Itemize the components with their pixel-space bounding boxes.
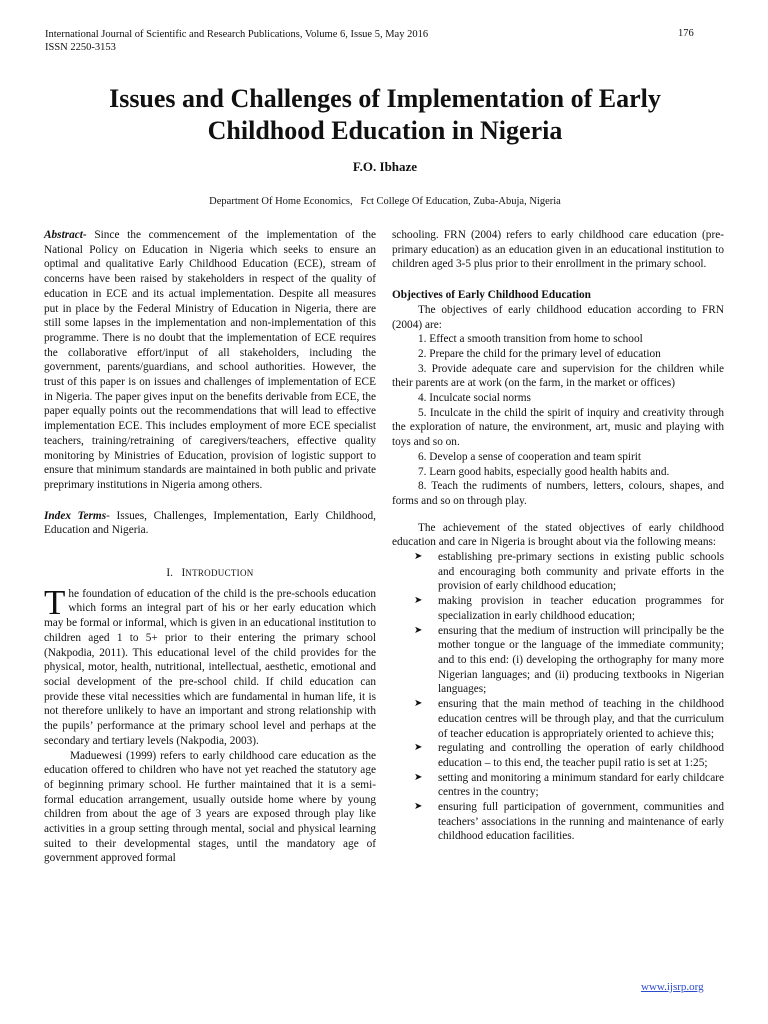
means-text: ensuring that the main method of teaching in the childhood education centres will be through play, and that the curriculum of teacher education is appropriately oriented to achieve this; <box>438 698 724 740</box>
means-item <box>396 771 724 800</box>
objectives-intro: The objectives of early childhood education according to FRN (2004) are: <box>392 303 724 331</box>
left-column <box>44 228 376 866</box>
means-item <box>396 800 724 844</box>
author: F.O. Ibhaze <box>352 159 418 174</box>
arrow-bullet-icon: ➤ <box>414 595 423 607</box>
objective-item: 7. Learn good habits, especially good health habits and. <box>418 465 670 478</box>
heading-rest: NTRODUCTION <box>185 568 254 579</box>
means-text: ensuring that the medium of instruction will principally be the mother tongue or the language of the immediate community; and to this end: (i) developing the orthography for many more Nigerian languages; and (ii) producing textbooks in Nigerian languages; <box>438 624 724 696</box>
objective-item: 8. Teach the rudiments of numbers, letters, colours, shapes, and forms and so on through play. <box>392 480 724 507</box>
title-line-2: Childhood Education in Nigeria <box>207 116 563 145</box>
page-number: 176 <box>678 28 694 39</box>
drop-cap: T <box>44 582 66 622</box>
objectives-heading: Objectives of Early Childhood Education <box>392 289 591 302</box>
objective-item: 1. Effect a smooth transition from home to school <box>418 333 643 346</box>
objectives-list <box>392 332 724 508</box>
objective-item: 3. Provide adequate care and supervision for the children while their parents are at work (on the farm, in the market or offices) <box>392 362 724 390</box>
abstract-text: Since the commencement of the implementation of the National Policy on Education in Nigeria which seeks to ensure an optimal and qualitative Early Childhood Education (ECE), stream of concerns have been raised by stakeholders in respect of the quality of education in ECE and its actual implementation. Despite all measures put in place by the Federal Ministry of Education in Nigeria, there are still some lapses in the implementation and non-implementation of this programme. There is no doubt that the implementation of ECE requires the collaborative effort/input of all stakeholders, including the government, parents/guardians, and school authorities. However, the trust of this paper is on issues and challenges of implementation of ECE in Nigeria. The paper gives input on the benefits derivable from ECE, the paper equally points out the recommendations that will lead to effective implementation ECE. This includes employment of more ECE specialist teachers, training/retraining of caregivers/teachers, effective quality monitoring by Ministries of Education, provision of logistic support to ensure that minimum standards are maintained in both public and private preprimary institutions in Nigeria among others. <box>44 229 376 491</box>
issn: ISSN 2250-3153 <box>45 42 116 53</box>
objective-item: 6. Develop a sense of cooperation and team spirit <box>418 450 642 463</box>
means-list <box>396 550 724 844</box>
arrow-bullet-icon: ➤ <box>414 624 423 636</box>
index-terms <box>44 509 376 538</box>
index-terms-text: - Issues, Challenges, Implementation, Early Childhood, Education and Nigeria. <box>44 509 377 537</box>
section-numeral: I. <box>166 567 174 580</box>
running-header <box>45 28 428 54</box>
objective-item: 4. Inculcate social norms <box>418 392 531 405</box>
achievement-intro: The achievement of the stated objectives of early childhood education and care in Nigeria is brought about via the following means: <box>392 521 724 549</box>
objective-item: 5. Inculcate in the child the spirit of inquiry and creativity through the exploration of nature, the environment, art, music and playing with toys and so on. <box>392 406 724 449</box>
journal-website-link[interactable]: www.ijsrp.org <box>641 981 704 993</box>
heading-initial: I <box>181 567 186 580</box>
means-text: ensuring full participation of government, communities and teachers’ associations in the running and maintenance of early childhood education facilities. <box>438 801 724 843</box>
arrow-bullet-icon: ➤ <box>414 551 423 563</box>
arrow-bullet-icon: ➤ <box>414 801 423 813</box>
means-item <box>396 741 724 770</box>
arrow-bullet-icon: ➤ <box>414 698 423 710</box>
means-text: setting and monitoring a minimum standard for early childcare centres in the country; <box>438 771 724 799</box>
arrow-bullet-icon: ➤ <box>414 742 423 754</box>
means-text: making provision in teacher education programmes for specialization in early childhood education; <box>438 595 724 622</box>
means-text: regulating and controlling the operation of early childhood education – to this end, the teacher pupil ratio is set at 1:25; <box>438 742 724 769</box>
title-line-1: Issues and Challenges of Implementation of Early <box>109 84 661 113</box>
means-text: establishing pre-primary sections in existing public schools and encouraging both community and private efforts in the provision of early childhood education; <box>438 551 724 593</box>
continuation-paragraph: schooling. FRN (2004) refers to early childhood care education (pre-primary education) as an education given in an educational institution to children aged 3-5 plus prior to their enrollment in the primary school. <box>392 229 724 271</box>
abstract <box>44 228 376 493</box>
index-terms-label: Index Terms <box>44 509 107 522</box>
means-item <box>396 697 724 741</box>
arrow-bullet-icon: ➤ <box>414 771 423 783</box>
objective-item: 2. Prepare the child for the primary level of education <box>418 347 661 360</box>
intro-paragraph-1 <box>44 582 376 749</box>
abstract-label: Abstract- <box>44 229 87 241</box>
means-item <box>396 550 724 594</box>
journal-citation: International Journal of Scientific and Research Publications, Volume 6, Issue 5, May 2016 <box>45 29 429 40</box>
paper-title <box>40 83 730 147</box>
introduction-heading <box>44 566 376 581</box>
intro-paragraph-1-text: he foundation of education of the child is the pre-schools education which forms an integral part of his or her early education which may be formal or informal, which is given in an educational institution to children aged 1 to 5+ prior to their entering the primary school (Nakpodia, 2011). This educational level of the child provides for the physical, motor, health, nutritional, intellectual, aesthetic, emotional and social development of the pre-school child. If child education can provide these vital necessities which are fundamental in human life, it is not therefore unlikely to have an important and strong relationship with the pupils’ performance at the primary school level and perhaps at the secondary and tertiary levels (Nakpodia, 2003). <box>44 587 376 747</box>
means-item <box>396 594 724 623</box>
affiliation: Department Of Home Economics, Fct College Of Education, Zuba-Abuja, Nigeria <box>209 196 561 207</box>
means-item <box>396 624 724 698</box>
right-column <box>392 228 724 844</box>
intro-paragraph-2: Maduewesi (1999) refers to early childhood care education as the education offered to children who have not yet reached the statutory age of beginning primary school. He further maintained that it is a semi-formal education arrangement, usually outside home where by young children from about the age of 3 years are exposed through play like activities in a group setting through mental, social and physical learning suited to their developmental stages, until the mandatory age of government approved formal <box>44 749 376 865</box>
